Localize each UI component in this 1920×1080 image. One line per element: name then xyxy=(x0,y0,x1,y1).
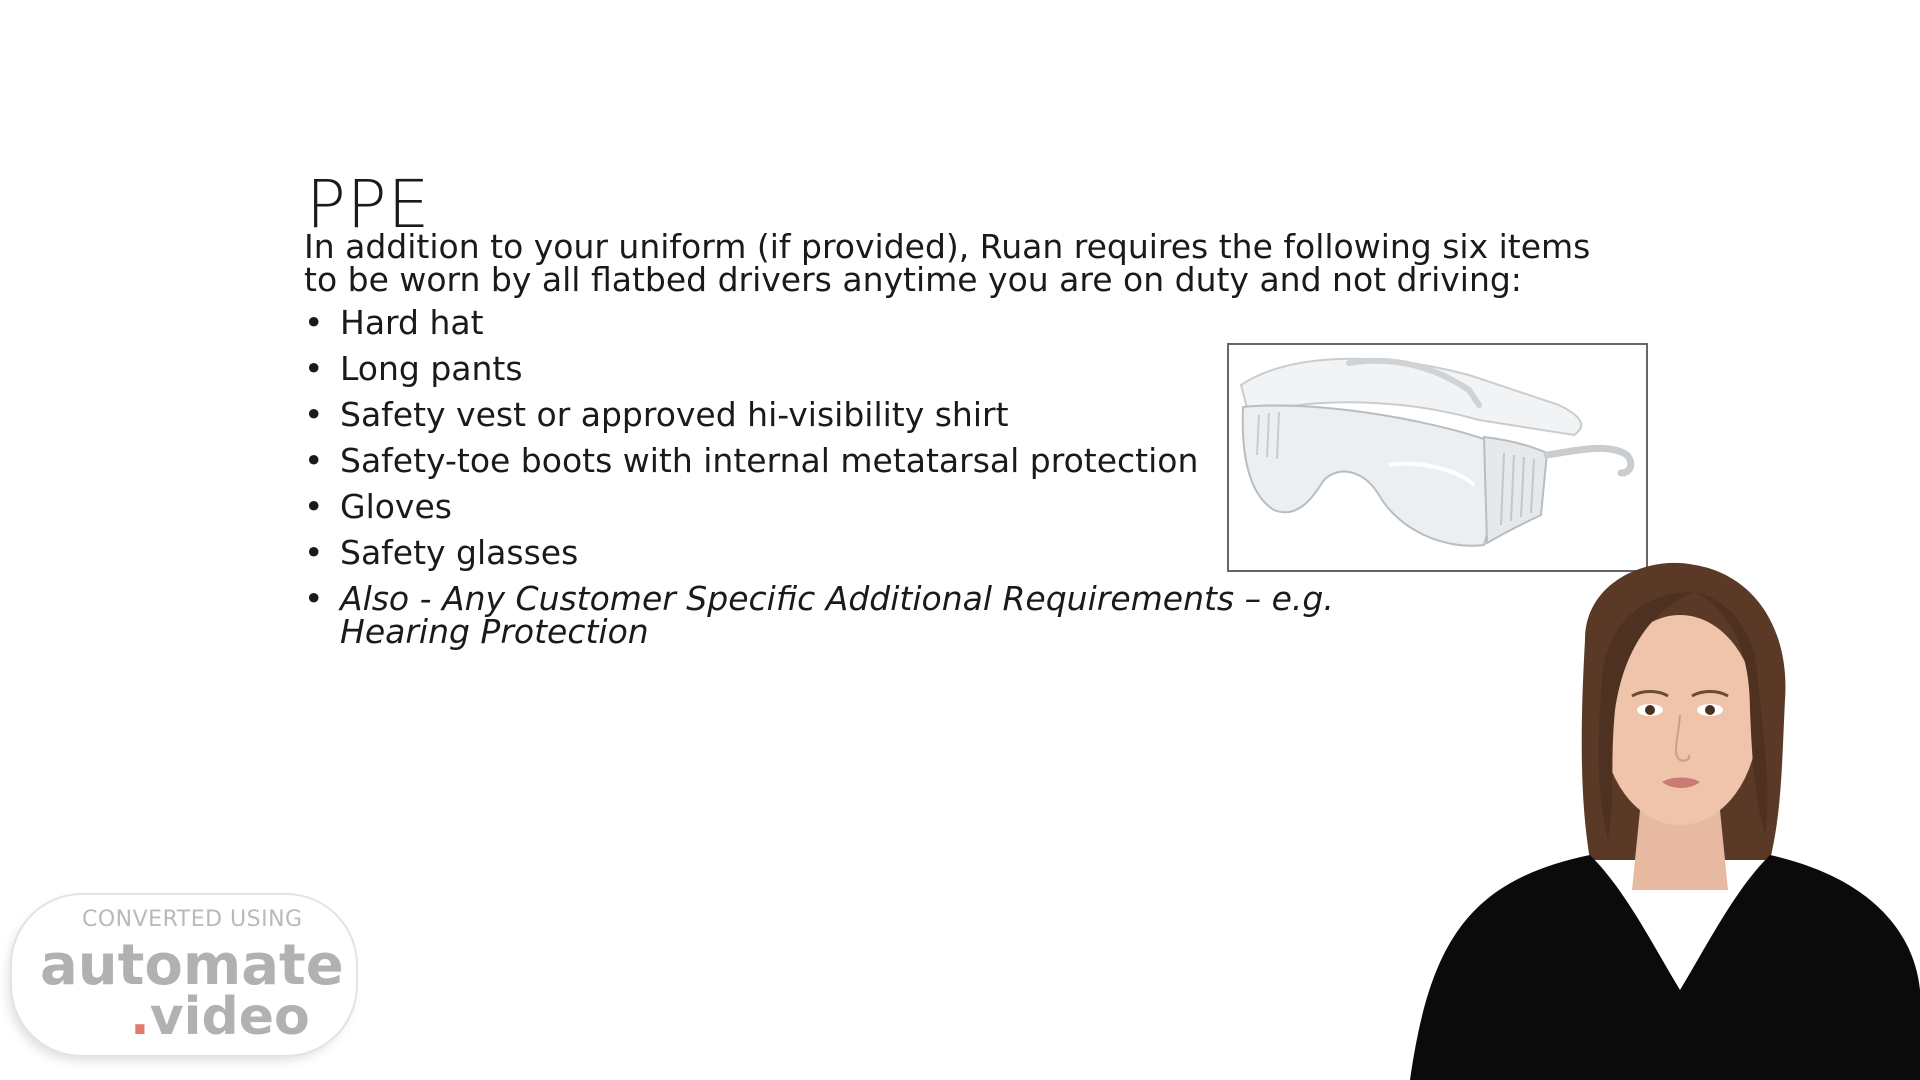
list-item xyxy=(304,303,1454,342)
list-item-text: Safety-toe boots with internal metatarsal protection xyxy=(340,441,1199,480)
bullet-icon: • xyxy=(304,579,324,618)
list-item xyxy=(304,579,1454,651)
list-item-text: Safety glasses xyxy=(340,533,579,572)
bullet-icon: • xyxy=(304,487,324,526)
logo-word-video xyxy=(130,987,310,1047)
logo-caption: CONVERTED USING xyxy=(82,907,303,932)
logo-word-video-text: video xyxy=(149,987,310,1047)
presenter-avatar xyxy=(1410,560,1920,1080)
list-item-text: Safety vest or approved hi-visibility shirt xyxy=(340,395,1009,434)
list-item-text: Hard hat xyxy=(340,303,484,342)
bullet-icon: • xyxy=(304,349,324,388)
safety-glasses-icon xyxy=(1229,345,1646,570)
bullet-icon: • xyxy=(304,303,324,342)
list-item-text: Also - Any Customer Specific Additional Requirements – e.g. Hearing Protection xyxy=(340,579,1334,651)
slide-title: PPE xyxy=(306,166,431,243)
intro-text: In addition to your uniform (if provided), Ruan requires the following six items to be worn by all flatbed drivers anytime you are on duty and not driving: xyxy=(304,227,1591,299)
bullet-icon: • xyxy=(304,441,324,480)
automate-video-logo xyxy=(12,895,356,1055)
list-item-text: Gloves xyxy=(340,487,452,526)
logo-dot: . xyxy=(130,987,150,1047)
bullet-icon: • xyxy=(304,395,324,434)
list-item-text: Long pants xyxy=(340,349,523,388)
logo-word-automate: automate xyxy=(40,933,344,998)
bullet-icon: • xyxy=(304,533,324,572)
safety-glasses-image xyxy=(1227,343,1648,572)
